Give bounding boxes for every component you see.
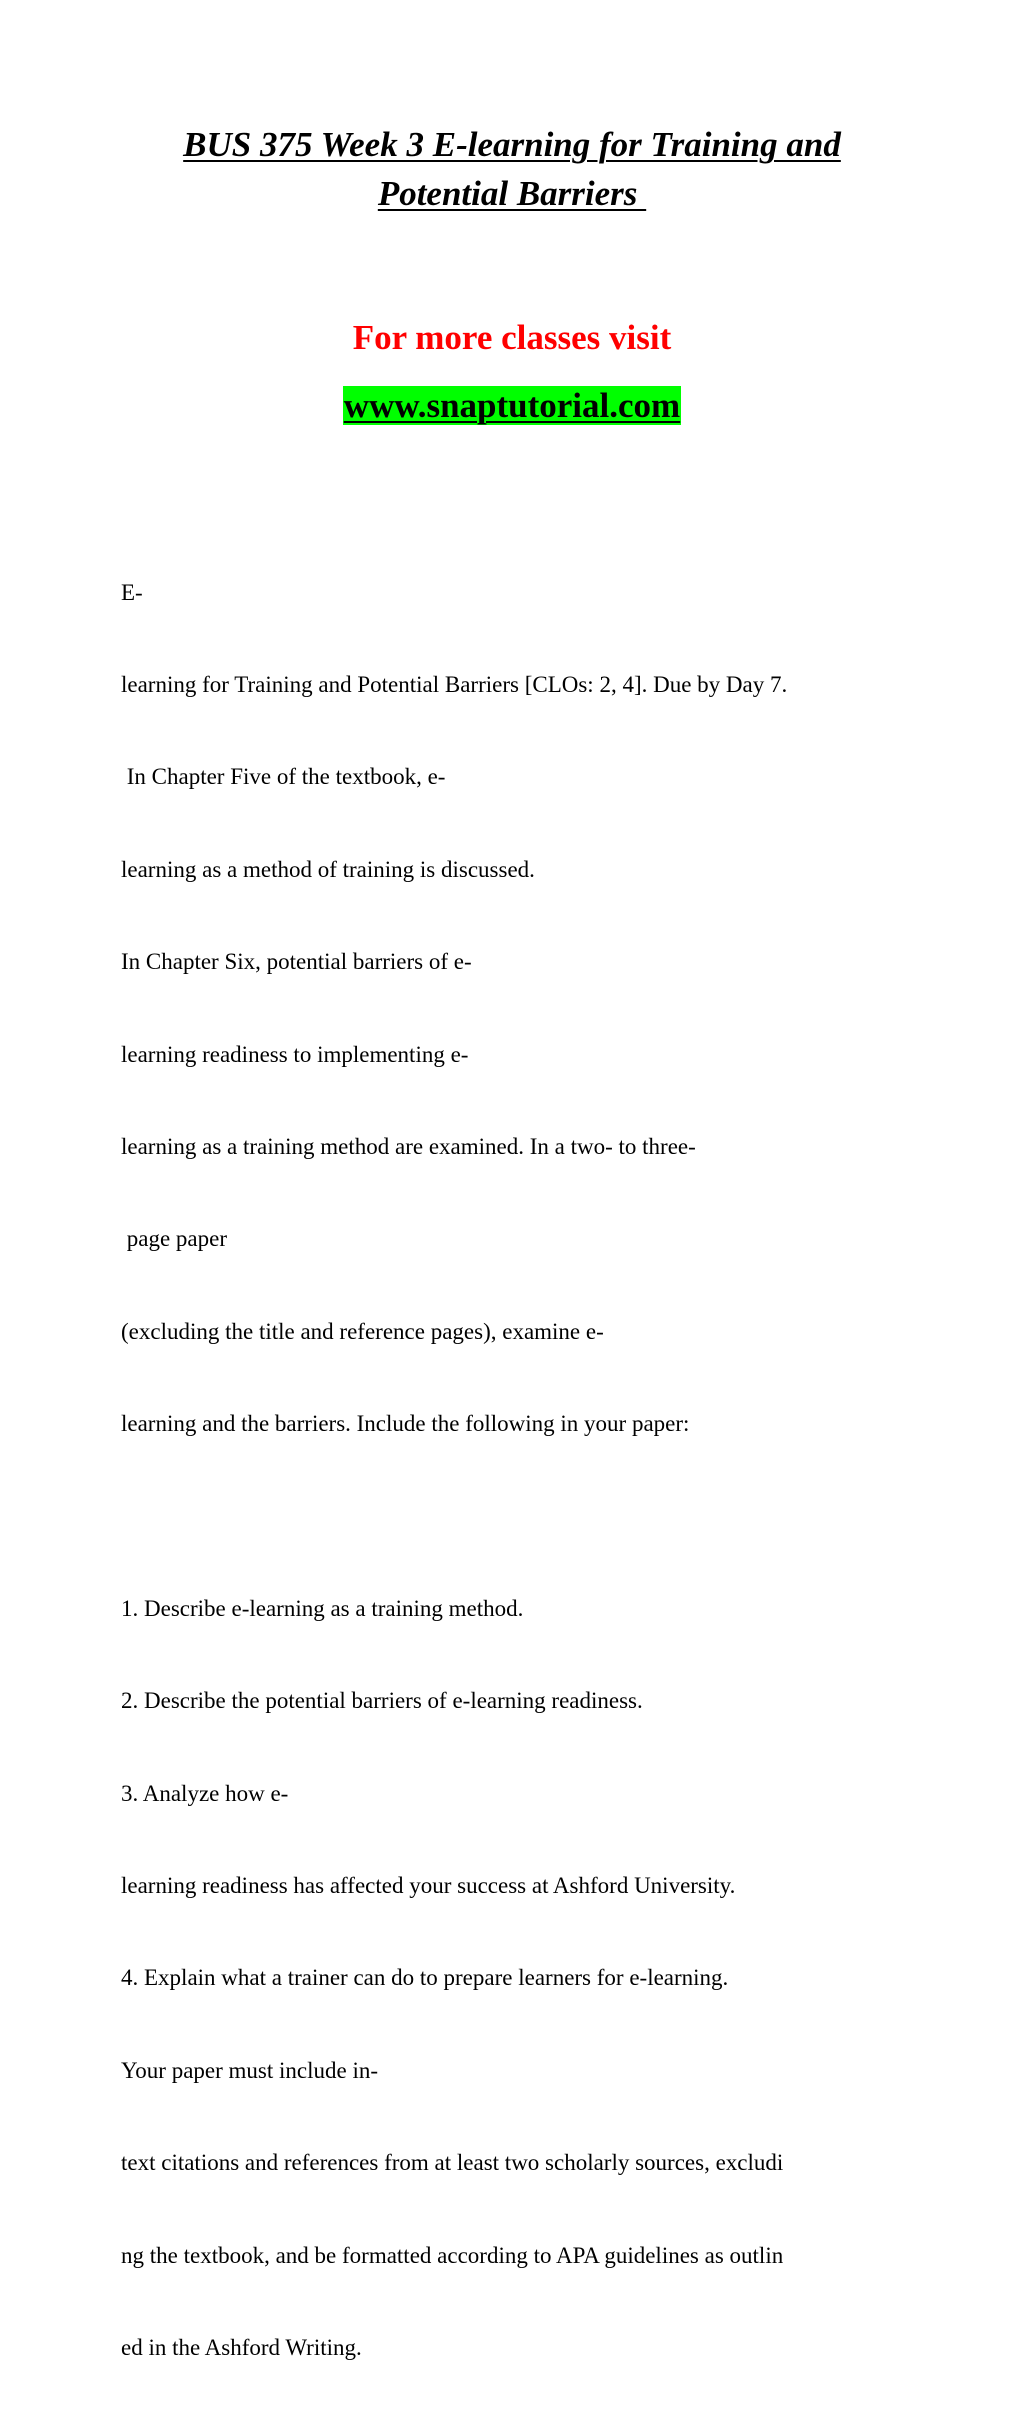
promo-link[interactable]: www.snaptutorial.com bbox=[343, 386, 681, 425]
body-line: Your paper must include in- bbox=[121, 2057, 379, 2083]
body-line: learning as a method of training is discussed. bbox=[121, 856, 535, 882]
body-line: learning readiness has affected your success at Ashford University. bbox=[121, 1873, 736, 1899]
promo-link-container bbox=[0, 384, 1024, 428]
body-line: ed in the Ashford Writing. bbox=[121, 2335, 362, 2361]
promo-text: For more classes visit bbox=[352, 318, 672, 357]
body-line: In Chapter Five of the textbook, e- bbox=[121, 764, 446, 790]
body-line: learning as a training method are examined. In a two- to three- bbox=[121, 1133, 696, 1159]
body-line: text citations and references from at least two scholarly sources, excludi bbox=[121, 2150, 784, 2176]
body-line: learning for Training and Potential Barriers [CLOs: 2, 4]. Due by Day 7. bbox=[121, 671, 788, 697]
body-line: In Chapter Six, potential barriers of e- bbox=[121, 949, 472, 975]
body-line: learning and the barriers. Include the following in your paper: bbox=[121, 1411, 690, 1437]
document-title-line-1: BUS 375 Week 3 E-learning for Training and bbox=[183, 125, 841, 164]
document-body bbox=[121, 516, 921, 2425]
body-line: E- bbox=[121, 579, 143, 605]
body-line: (excluding the title and reference pages), examine e- bbox=[121, 1318, 604, 1344]
body-line: 1. Describe e-learning as a training method. bbox=[121, 1595, 524, 1621]
document-title-line-2: Potential Barriers bbox=[377, 174, 647, 213]
body-line: 3. Analyze how e- bbox=[121, 1780, 289, 1806]
body-line: ng the textbook, and be formatted according to APA guidelines as outlin bbox=[121, 2242, 784, 2268]
body-line: 4. Explain what a trainer can do to prepare learners for e-learning. bbox=[121, 1965, 729, 1991]
body-line: learning readiness to implementing e- bbox=[121, 1041, 469, 1067]
body-line: 2. Describe the potential barriers of e-learning readiness. bbox=[121, 1688, 643, 1714]
body-line-blank bbox=[121, 1502, 921, 1533]
body-line: page paper bbox=[121, 1226, 227, 1252]
